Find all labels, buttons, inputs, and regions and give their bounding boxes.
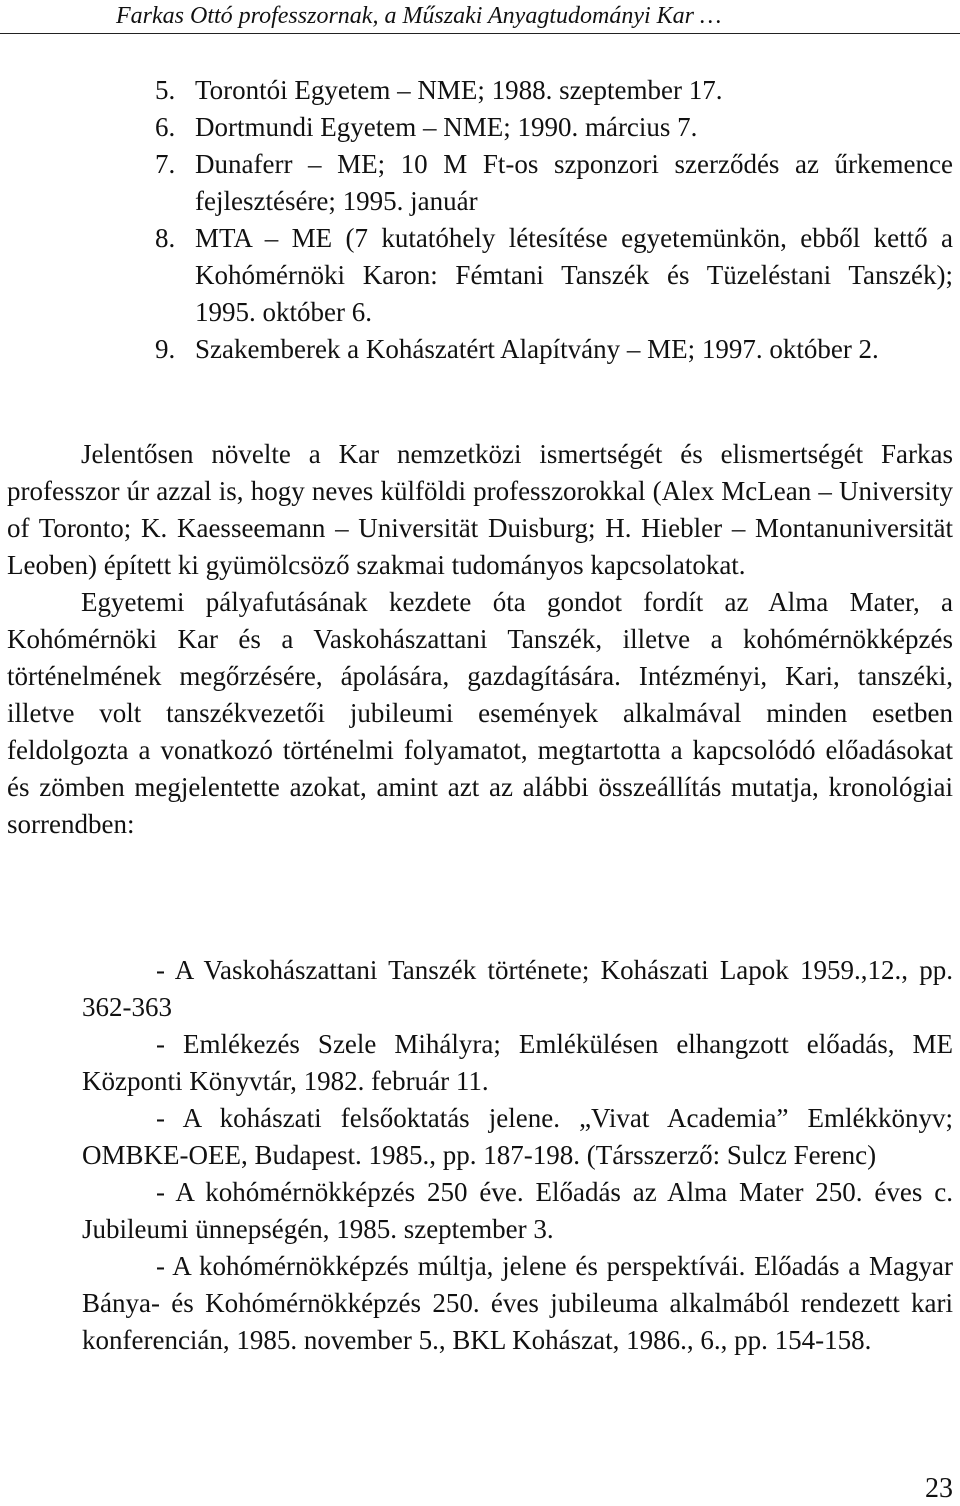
paragraph: Egyetemi pályafutásának kezdete óta gondot fordít az Alma Mater, a Kohómérnöki Kar és a Vaskohászattani Tanszék, illetve a kohómérnökképzés történelmének megőrzésére, ápolására, gazdagítására. Intézményi, Kari, tanszéki, illetve volt tanszékvezetői jubileumi események alkalmával minden esetben feldolgozta a vonatkozó történelmi folyamatot, megtartotta a kapcsolódó előadásokat és zömben megjelentette azokat, amint azt az alábbi összeállítás mutatja, kronológiai sorrendben: bbox=[7, 587, 953, 839]
list-item-number: 5. bbox=[155, 75, 176, 105]
list-item bbox=[155, 146, 953, 220]
bibliography-entry: - A kohómérnökképzés 250 éve. Előadás az Alma Mater 250. éves c. Jubileumi ünnepségén, 1985. szeptember 3. bbox=[82, 1177, 953, 1244]
numbered-list bbox=[0, 72, 960, 368]
list-item-text: Dortmundi Egyetem – NME; 1990. március 7. bbox=[195, 112, 698, 142]
bibliography-entry: - Emlékezés Szele Mihályra; Emlékülésen elhangzott előadás, ME Központi Könyvtár, 1982. február 11. bbox=[82, 1029, 953, 1096]
list-item-text: Dunaferr – ME; 10 M Ft-os szponzori szerződés az űrkemence fejlesztésére; 1995. január bbox=[195, 149, 953, 216]
bibliography-entry: - A Vaskohászattani Tanszék története; Kohászati Lapok 1959.,12., pp. 362-363 bbox=[82, 955, 953, 1022]
list-item bbox=[155, 331, 953, 368]
bibliography-list bbox=[82, 952, 953, 1359]
paragraph: Jelentősen növelte a Kar nemzetközi ismertségét és elismertségét Farkas professzor úr azzal is, hogy neves külföldi professzorokkal (Alex McLean – University of Toronto; K. Kaesseemann – Universität Duisburg; H. Hiebler – Montanuniversität Leoben) épített ki gyümölcsöző szakmai tudományos kapcsolatokat. bbox=[7, 439, 953, 580]
bibliography-entry: - A kohászati felsőoktatás jelene. „Vivat Academia” Emlékkönyv; OMBKE-OEE, Budapest. 1985., pp. 187-198. (Társszerző: Sulcz Ferenc) bbox=[82, 1103, 953, 1170]
running-header-title: Farkas Ottó professzornak, a Műszaki Anyagtudományi Kar … bbox=[116, 3, 722, 29]
list-item-text: MTA – ME (7 kutatóhely létesítése egyetemünkön, ebből kettő a Kohómérnöki Karon: Fémtani Tanszék és Tüzeléstani Tanszék); 1995. október 6. bbox=[195, 223, 953, 327]
running-header bbox=[0, 0, 960, 34]
list-item-text: Torontói Egyetem – NME; 1988. szeptember 17. bbox=[195, 75, 723, 105]
list-item bbox=[155, 109, 953, 146]
list-item-number: 8. bbox=[155, 223, 176, 253]
body-text bbox=[7, 436, 953, 843]
list-item bbox=[155, 220, 953, 331]
list-item-number: 7. bbox=[155, 149, 176, 179]
list-item-text: Szakemberek a Kohászatért Alapítvány – ME; 1997. október 2. bbox=[195, 334, 879, 364]
page-number: 23 bbox=[925, 1473, 953, 1504]
list-item bbox=[155, 72, 953, 109]
list-item-number: 6. bbox=[155, 112, 176, 142]
bibliography-entry: - A kohómérnökképzés múltja, jelene és perspektívái. Előadás a Magyar Bánya- és Kohómérnökképzés 250. éves jubileuma alkalmából rendezett kari konferencián, 1985. november 5., BKL Kohászat, 1986., 6., pp. 154-158. bbox=[82, 1251, 953, 1355]
list-item-number: 9. bbox=[155, 334, 176, 364]
